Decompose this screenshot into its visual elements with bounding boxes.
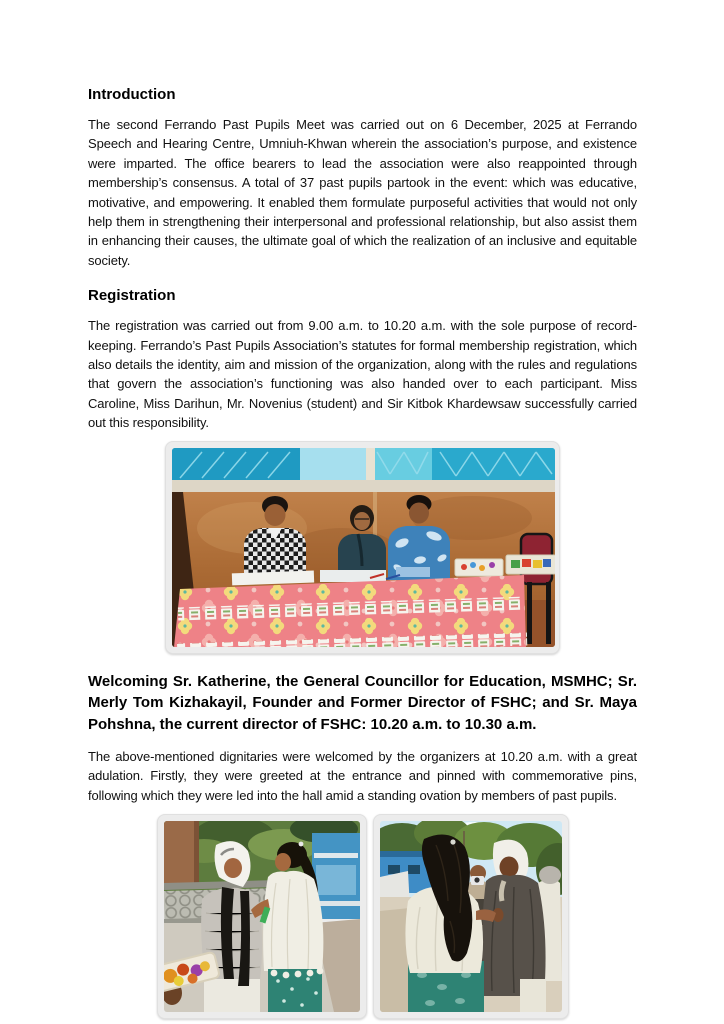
- photo-registration-desk: [165, 441, 560, 654]
- heading-registration: Registration: [88, 287, 176, 305]
- photo-pinning-entrance-right-image: [380, 821, 562, 1012]
- photo-pinning-entrance-left: [157, 814, 367, 1019]
- paragraph-registration: The registration was carried out from 9.00 a.m. to 10.20 a.m. with the sole purpose of record-keeping. Ferrando’s Past Pupils Association’s statutes for formal membership registration, which also details the identity, aim and mission of the organization, along with the rules and regulations that govern the association’s functioning was also handed over to each participant. Miss Caroline, Miss Darihun, Mr. Novenius (student) and Sir Kitbok Khardewsaw successfully carried out this responsibility.: [88, 318, 637, 431]
- photo-pinning-entrance-right: [373, 814, 569, 1019]
- paragraph-introduction: The second Ferrando Past Pupils Meet was carried out on 6 December, 2025 at Ferrando Speech and Hearing Centre, Umniuh-Khwan wherein the association’s purpose, and existence were imparted. The office bearers to lead the association were also reappointed through membership’s consensus. A total of 37 past pupils partook in the event: which was educative, motivative, and empowering. It enabled them formulate purposeful activities that would not only help them in strengthening their interpersonal and professional relationship, but also assist them in enhancing their causes, the ultimate goal of which the realization of an inclusive and equitable society.: [88, 117, 637, 268]
- heading-welcoming: Welcoming Sr. Katherine, the General Councillor for Education, MSMHC; Sr. Merly Tom Kizhakayil, Founder and Former Director of FSHC; and Sr. Maya Pohshna, the current director of FSHC: 10.20 a.m. to 10.30 a.m.: [88, 672, 637, 733]
- photo-pinning-entrance-left-image: [164, 821, 360, 1012]
- paragraph-welcoming: The above-mentioned dignitaries were welcomed by the organizers at 10.20 a.m. with a great adulation. Firstly, they were greeted at the entrance and pinned with commemorative pins, following which they were led into the hall amid a standing ovation by members of past pupils.: [88, 748, 637, 803]
- photo-registration-desk-image: [172, 448, 555, 647]
- heading-introduction: Introduction: [88, 86, 176, 103]
- photo-row: [88, 814, 637, 1019]
